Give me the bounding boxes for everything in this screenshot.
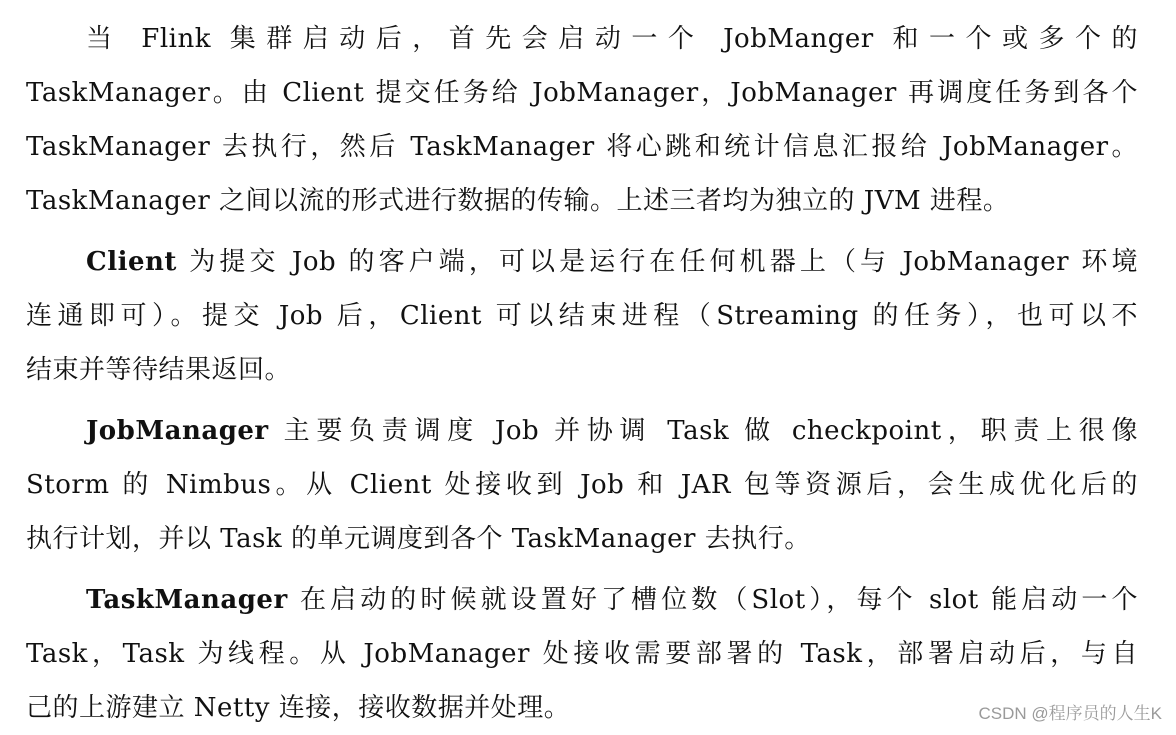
paragraph-line: Task，Task 为线程。从 JobManager 处接收需要部署的 Task，部署启动后，与自 xyxy=(26,639,1138,669)
paragraph-line: TaskManager 之间以流的形式进行数据的传输。上述三者均为独立的 JVM 进程。 xyxy=(26,186,1010,216)
paragraph-jobmanager xyxy=(26,404,1138,566)
paragraph-line: TaskManager。由 Client 提交任务给 JobManager，JobManager 再调度任务到各个 xyxy=(26,78,1138,108)
paragraph-flink-overview xyxy=(26,12,1138,228)
paragraph-line: 执行计划，并以 Task 的单元调度到各个 TaskManager 去执行。 xyxy=(26,524,811,554)
paragraph-line-text: 在启动的时候就设置好了槽位数（Slot），每个 slot 能启动一个 xyxy=(287,585,1138,615)
paragraph-line: 己的上游建立 Netty 连接，接收数据并处理。 xyxy=(26,693,571,723)
paragraph-line: TaskManager 去执行，然后 TaskManager 将心跳和统计信息汇报给 JobManager。 xyxy=(26,132,1138,162)
paragraph-taskmanager xyxy=(26,573,1138,735)
paragraph-line xyxy=(26,235,1138,289)
paragraph-line xyxy=(26,573,1138,627)
paragraph-line-text: 为提交 Job 的客户端，可以是运行在任何机器上（与 JobManager 环境 xyxy=(176,247,1138,277)
paragraph-line xyxy=(26,404,1138,458)
paragraph-client xyxy=(26,235,1138,397)
paragraph-line: 当 Flink 集群启动后，首先会启动一个 JobManger 和一个或多个的 xyxy=(86,24,1138,54)
paragraph-lead-term: Client xyxy=(86,247,177,277)
paragraph-line: 连通即可）。提交 Job 后，Client 可以结束进程（Streaming 的任务），也可以不 xyxy=(26,301,1138,331)
paragraph-lead-term: TaskManager xyxy=(86,585,288,615)
paragraph-line: Storm 的 Nimbus。从 Client 处接收到 Job 和 JAR 包等资源后，会生成优化后的 xyxy=(26,470,1138,500)
paragraph-lead-term: JobManager xyxy=(86,416,269,446)
csdn-watermark: CSDN @程序员的人生K xyxy=(978,704,1162,723)
paragraph-line: 结束并等待结果返回。 xyxy=(26,355,292,385)
paragraph-line-text: 主要负责调度 Job 并协调 Task 做 checkpoint，职责上很像 xyxy=(268,416,1138,446)
